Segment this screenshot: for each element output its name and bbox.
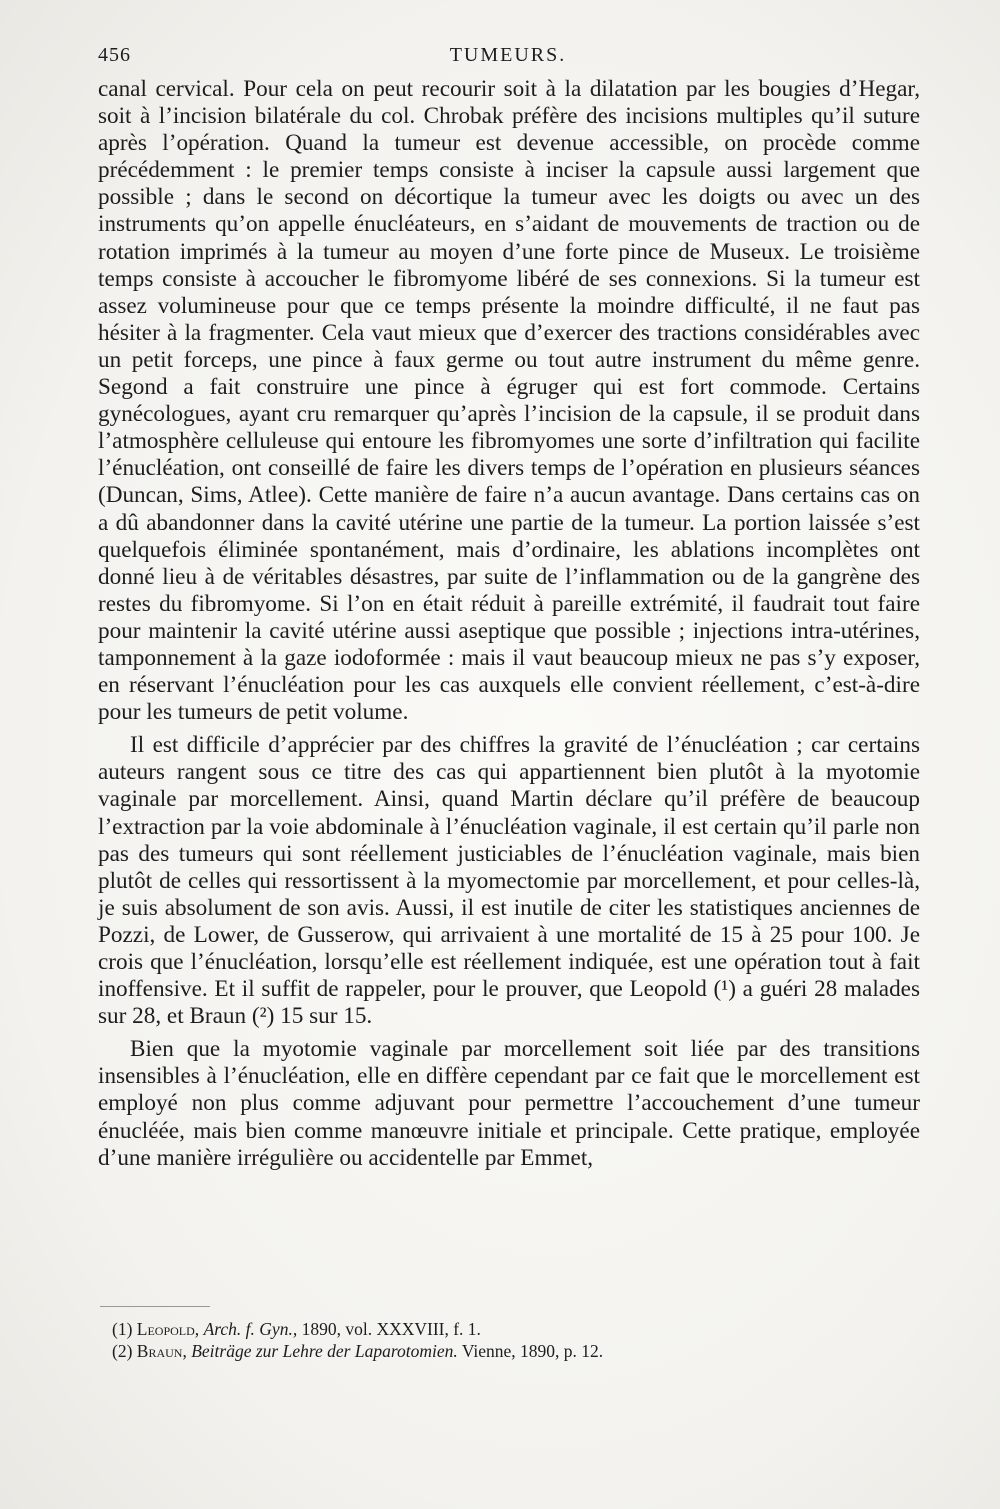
footnote-1 bbox=[112, 1318, 920, 1340]
footnote-work: Arch. f. Gyn., bbox=[203, 1319, 298, 1339]
paragraph-3: Bien que la myotomie vaginale par morcellement soit liée par des transitions insensibles à l’énucléation, elle en diffère cependant par ce fait que le morcellement est employé non plus comme adjuvant pour permettre l’accouchement d’une tumeur énucléée, mais bien comme manœuvre initiale et principale. Cette pratique, employée d’une manière irrégulière ou accidentelle par Emmet, bbox=[98, 1036, 920, 1171]
footnote-separator bbox=[100, 1306, 210, 1307]
page-header bbox=[98, 44, 918, 72]
running-title: TUMEURS. bbox=[449, 44, 567, 66]
footnote-details: Vienne, 1890, p. 12. bbox=[461, 1341, 604, 1361]
footnote-marker: (1) bbox=[112, 1319, 133, 1339]
footnote-details: 1890, vol. XXXVIII, f. 1. bbox=[301, 1319, 481, 1339]
footnotes bbox=[112, 1318, 920, 1362]
footnote-author: Leopold, bbox=[136, 1319, 200, 1339]
page-number: 456 bbox=[98, 44, 131, 66]
body-text bbox=[98, 76, 920, 1172]
footnote-2 bbox=[112, 1340, 920, 1362]
paragraph-1: canal cervical. Pour cela on peut recourir soit à la dilatation par les bougies d’Hegar, soit à l’incision bilatérale du col. Chrobak préfère des incisions multiples qu’il suture après l’opération. Quand la tumeur est devenue accessible, on procède comme précédemment : le premier temps consiste à inciser la capsule aussi largement que possible ; dans le second on décortique la tumeur avec les doigts ou avec un des instruments qu’on appelle énucléateurs, en s’aidant de mouvements de traction ou de rotation imprimés à la tumeur au moyen d’une forte pince de Museux. Le troisième temps consiste à accoucher le fibromyome libéré de ses connexions. Si la tumeur est assez volumineuse pour que ce temps présente la moindre difficulté, il ne faut pas hésiter à la fragmenter. Cela vaut mieux que d’exercer des tractions considérables avec un petit forceps, une pince à faux germe ou tout autre instrument du même genre. Segond a fait construire une pince à égruger qui est fort commode. Certains gynécologues, ayant cru remarquer qu’après l’incision de la capsule, il se produit dans l’atmosphère celluleuse qui entoure les fibromyomes une sorte d’infiltration qui facilite l’énucléation, ont conseillé de faire les divers temps de l’opération en plusieurs séances (Duncan, Sims, Atlee). Cette manière de faire n’a aucun avantage. Dans certains cas on a dû abandonner dans la cavité utérine une partie de la tumeur. La portion laissée s’est quelquefois éliminée spontanément, mais d’ordinaire, les ablations incomplètes ont donné lieu à de véritables désastres, par suite de l’inflammation ou de la gangrène des restes du fibromyome. Si l’on en était réduit à pareille extrémité, il faudrait tout faire pour maintenir la cavité utérine aussi aseptique que possible ; injections intra-utérines, tamponnement à la gaze iodoformée : mais il vaut beaucoup mieux ne pas s’y exposer, en réservant l’énucléation pour les cas auxquels elle convient réellement, c’est-à-dire pour les tumeurs de petit volume. bbox=[98, 76, 920, 726]
footnote-marker: (2) bbox=[112, 1341, 133, 1361]
footnote-author: Braun, bbox=[136, 1341, 187, 1361]
footnote-work: Beiträge zur Lehre der Laparotomien. bbox=[191, 1341, 458, 1361]
paragraph-2: Il est difficile d’apprécier par des chiffres la gravité de l’énucléation ; car certains auteurs rangent sous ce titre des cas qui appartiennent bien plutôt à la myotomie vaginale par morcellement. Ainsi, quand Martin déclare qu’il préfère de beaucoup l’extraction par la voie abdominale à l’énucléation vaginale, il est certain qu’il parle non pas des tumeurs qui sont réellement justiciables de l’énucléation vaginale, mais bien plutôt de celles qui ressortissent à la myomectomie par morcellement, et pour celles-là, je suis absolument de son avis. Aussi, il est inutile de citer les statistiques anciennes de Pozzi, de Lower, de Gusserow, qui arrivaient à une mortalité de 15 à 25 pour 100. Je crois que l’énucléation, lorsqu’elle est réellement indiquée, est une opération tout à fait inoffensive. Et il suffit de rappeler, pour le prouver, que Leopold (¹) a guéri 28 malades sur 28, et Braun (²) 15 sur 15. bbox=[98, 732, 920, 1030]
